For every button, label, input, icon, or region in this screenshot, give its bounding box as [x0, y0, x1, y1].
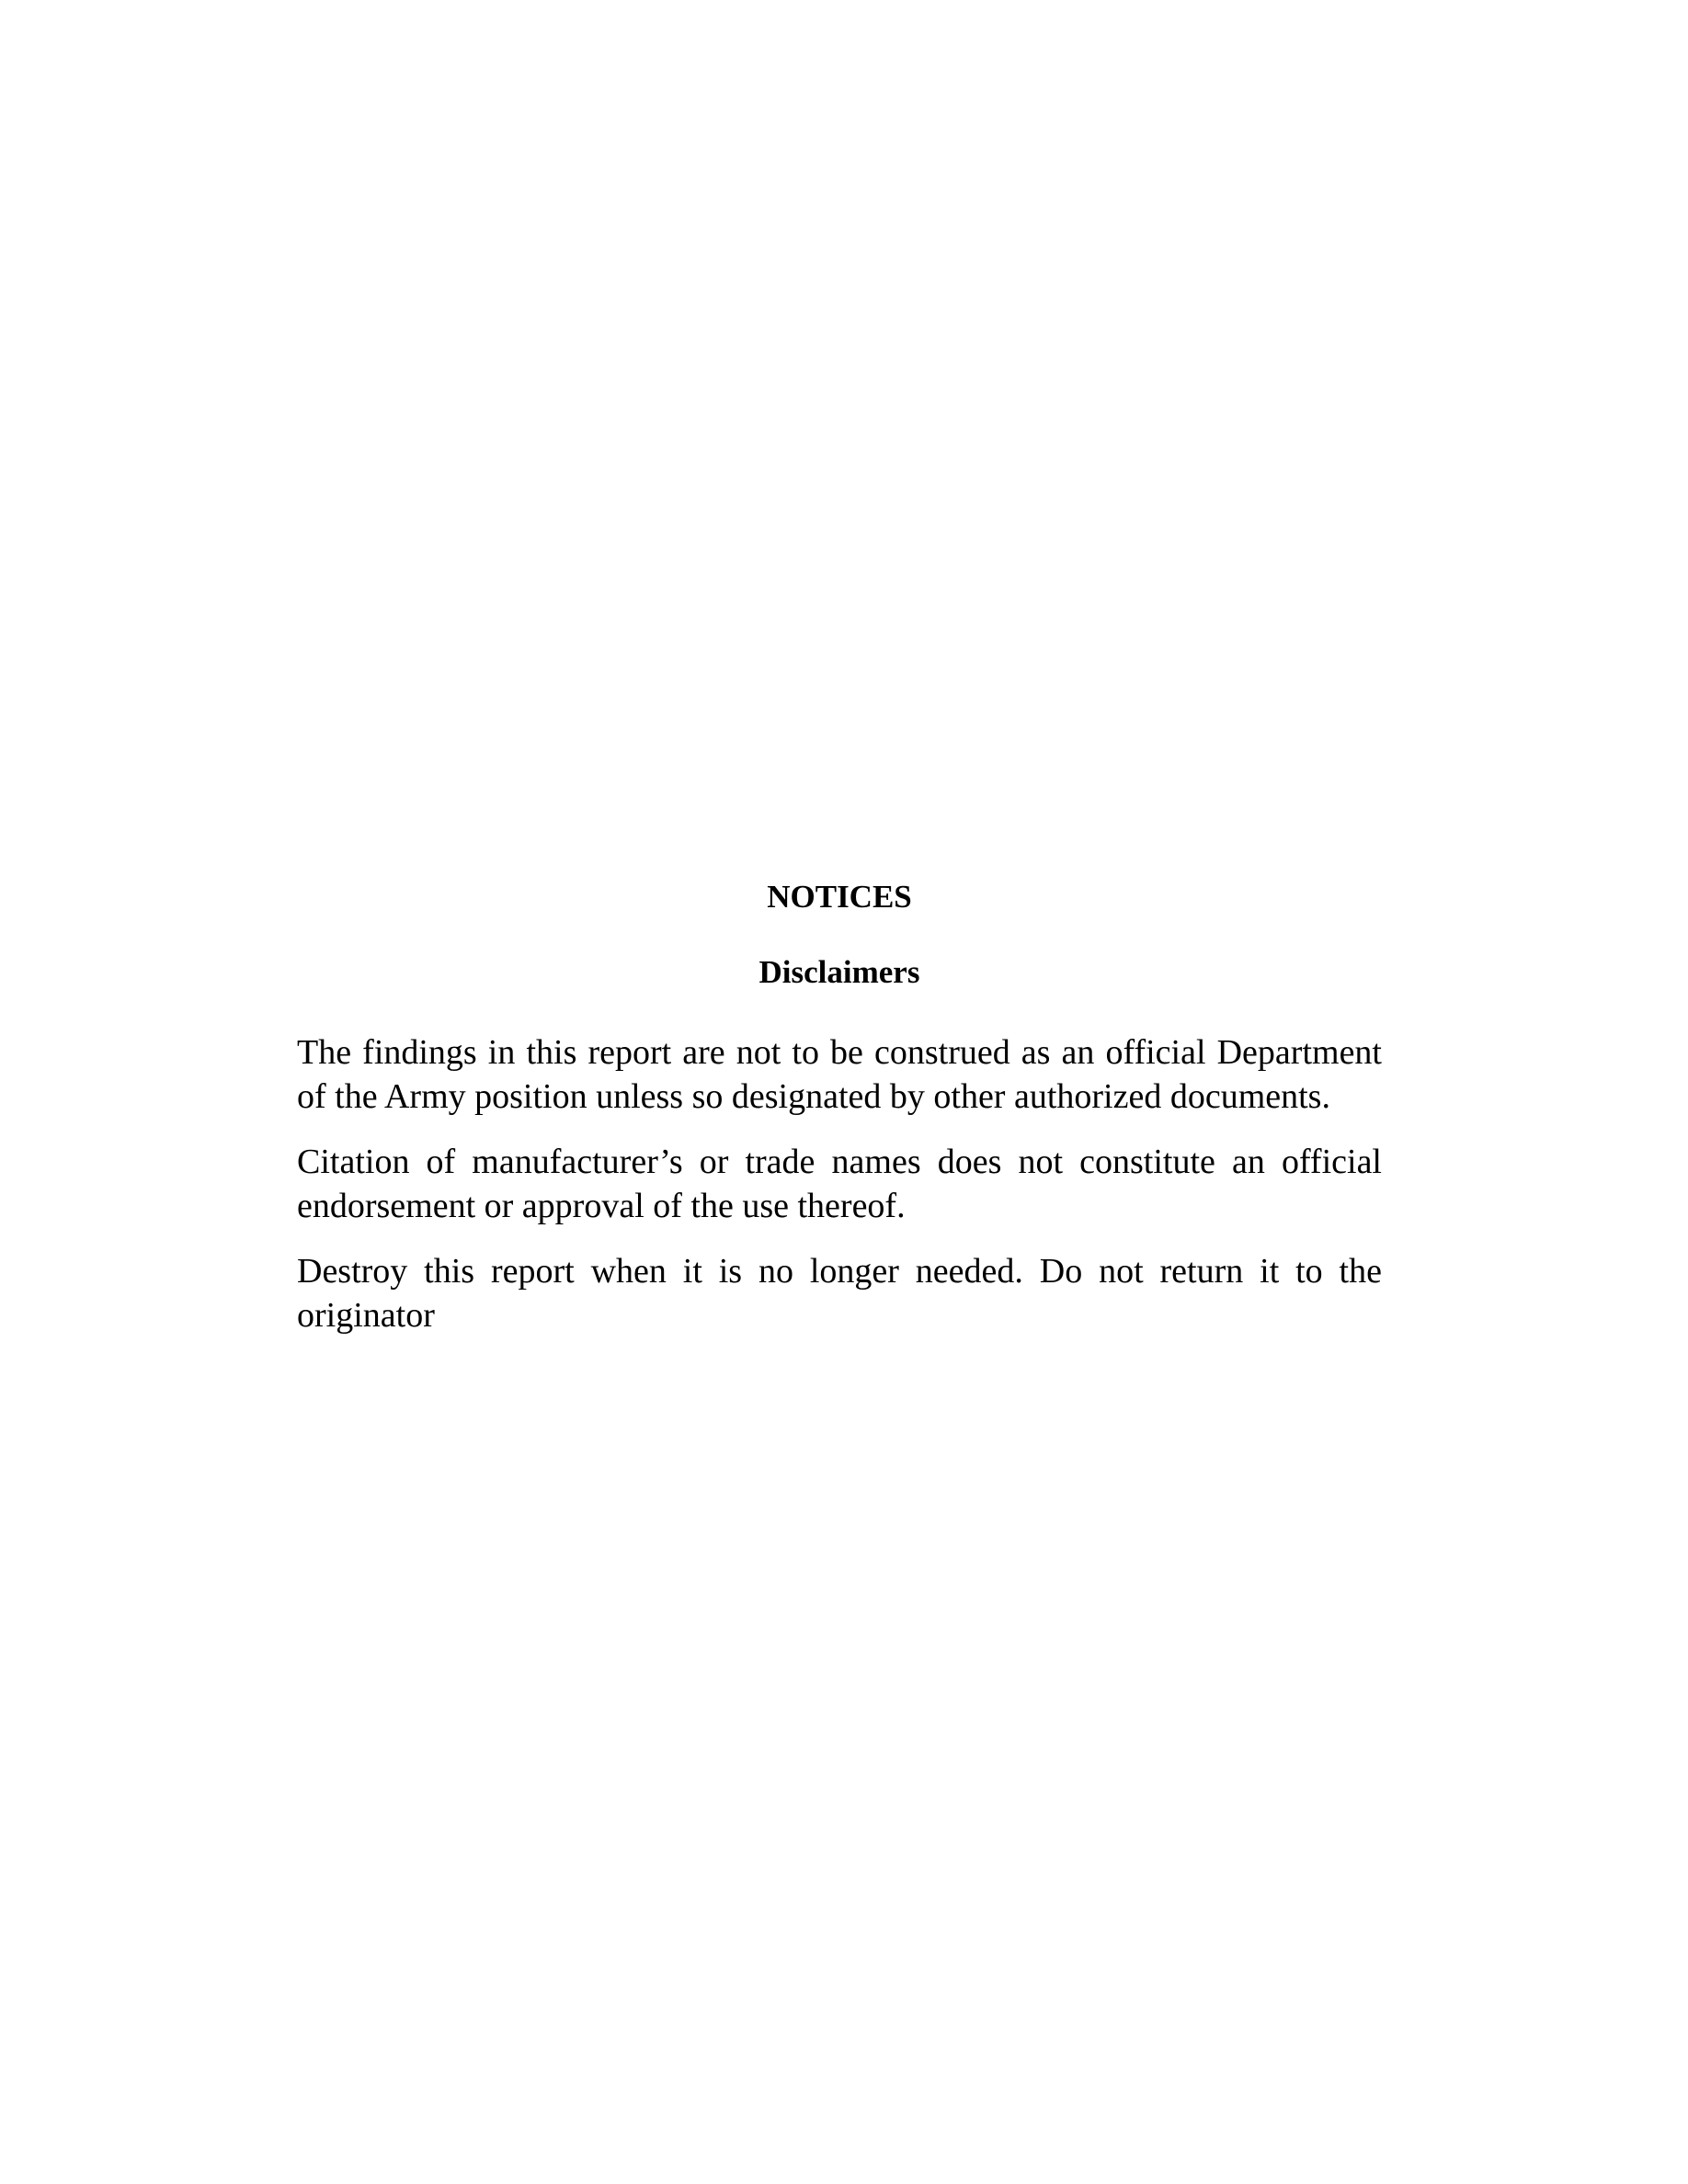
notices-section — [297, 878, 1382, 1337]
disclaimer-paragraph-findings: The findings in this report are not to be construed as an official Department of the Army position unless so designated by other authorized documents. — [297, 1033, 1382, 1116]
notices-title: NOTICES — [767, 879, 912, 915]
disclaimer-paragraph-destroy: Destroy this report when it is no longer needed. Do not return it to the originator — [297, 1252, 1382, 1335]
disclaimers-subtitle: Disclaimers — [758, 954, 920, 990]
disclaimer-paragraph-citation: Citation of manufacturer’s or trade names does not constitute an official endorsement or approval of the use thereof. — [297, 1143, 1382, 1225]
